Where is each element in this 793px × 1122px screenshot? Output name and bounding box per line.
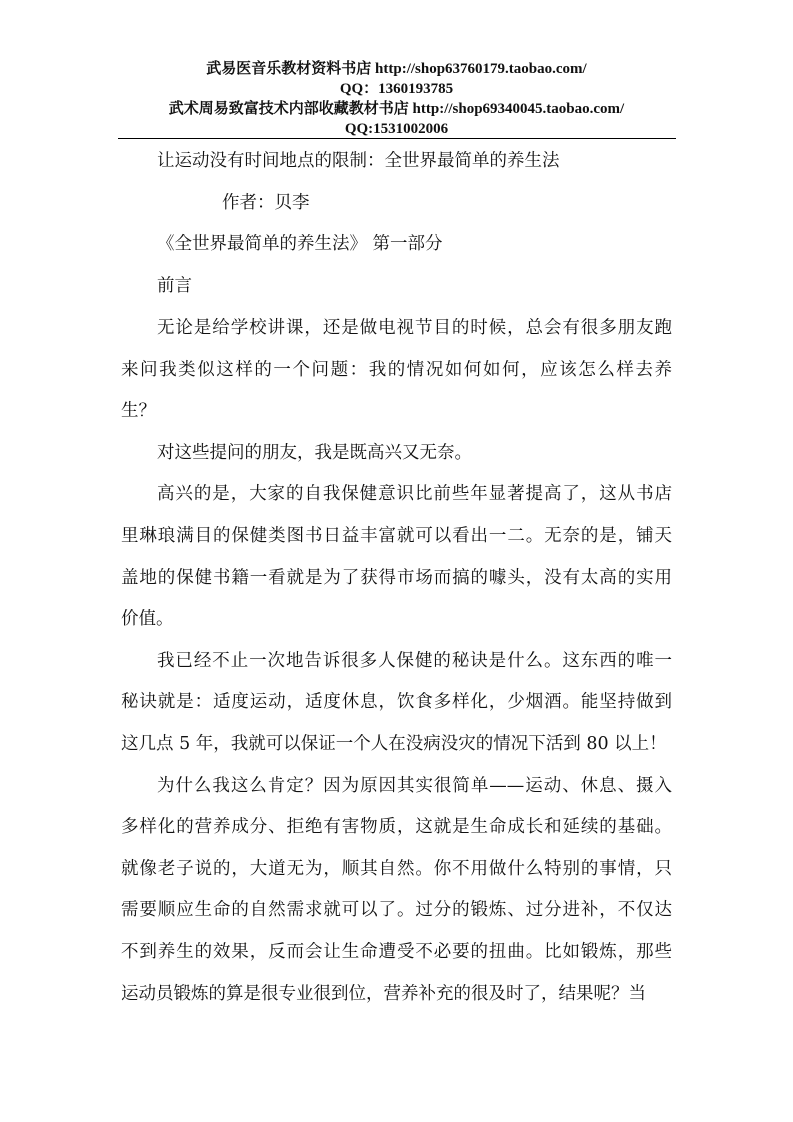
paragraph-line: 无论是给学校讲课，还是做电视节目的时候，总会有很多朋友跑 (157, 318, 672, 338)
doc-title: 让运动没有时间地点的限制：全世界最简单的养生法 (157, 151, 560, 171)
paragraph-line: 就像老子说的，大道无为，顺其自然。你不用做什么特别的事情，只 (121, 859, 672, 879)
paragraph-line: 对这些提问的朋友，我是既高兴又无奈。 (157, 443, 472, 463)
paragraph-line: 我已经不止一次地告诉很多人保健的秘诀是什么。这东西的唯一 (157, 651, 672, 671)
header-divider (118, 138, 676, 139)
doc-author: 作者：贝李 (222, 193, 310, 213)
paragraph-line: 里琳琅满目的保健类图书日益丰富就可以看出一二。无奈的是，铺天 (121, 526, 672, 546)
paragraph-line: 运动员锻炼的算是很专业很到位，营养补充的很及时了，结果呢？当 (121, 984, 646, 1004)
paragraph-line: 来问我类似这样的一个问题：我的情况如何如何，应该怎么样去养 (121, 360, 672, 380)
paragraph-line: 为什么我这么肯定？因为原因其实很简单——运动、休息、摄入 (157, 776, 672, 796)
paragraph-line: 高兴的是，大家的自我保健意识比前些年显著提高了，这从书店 (157, 484, 672, 504)
paragraph-line: 不到养生的效果，反而会让生命遭受不必要的扭曲。比如锻炼，那些 (121, 942, 672, 962)
header-qq-2: QQ:1531002006 (344, 121, 449, 137)
doc-part: 《全世界最简单的养生法》 第一部分 (157, 234, 443, 254)
paragraph-line: 多样化的营养成分、拒绝有害物质，这就是生命成长和延续的基础。 (121, 817, 672, 837)
doc-section: 前言 (157, 276, 192, 296)
header-shop-1: 武易医音乐教材资料书店 http://shop63760179.taobao.com/ (206, 61, 587, 77)
paragraph-line: 秘诀就是：适度运动，适度休息，饮食多样化，少烟酒。能坚持做到 (121, 692, 672, 712)
paragraph-line: 生？ (121, 401, 156, 421)
paragraph-line: 盖地的保健书籍一看就是为了获得市场而搞的噱头，没有太高的实用 (121, 568, 672, 588)
header-shop-2: 武术周易致富技术内部收藏教材书店 http://shop69340045.taobao.com/ (168, 101, 625, 117)
paragraph-line: 需要顺应生命的自然需求就可以了。过分的锻炼、过分进补，不仅达 (121, 900, 672, 920)
header-qq-1: QQ：1360193785 (339, 81, 454, 97)
paragraph-line: 这几点 5 年，我就可以保证一个人在没病没灾的情况下活到 80 以上！ (121, 734, 667, 754)
paragraph-line: 价值。 (121, 609, 174, 629)
